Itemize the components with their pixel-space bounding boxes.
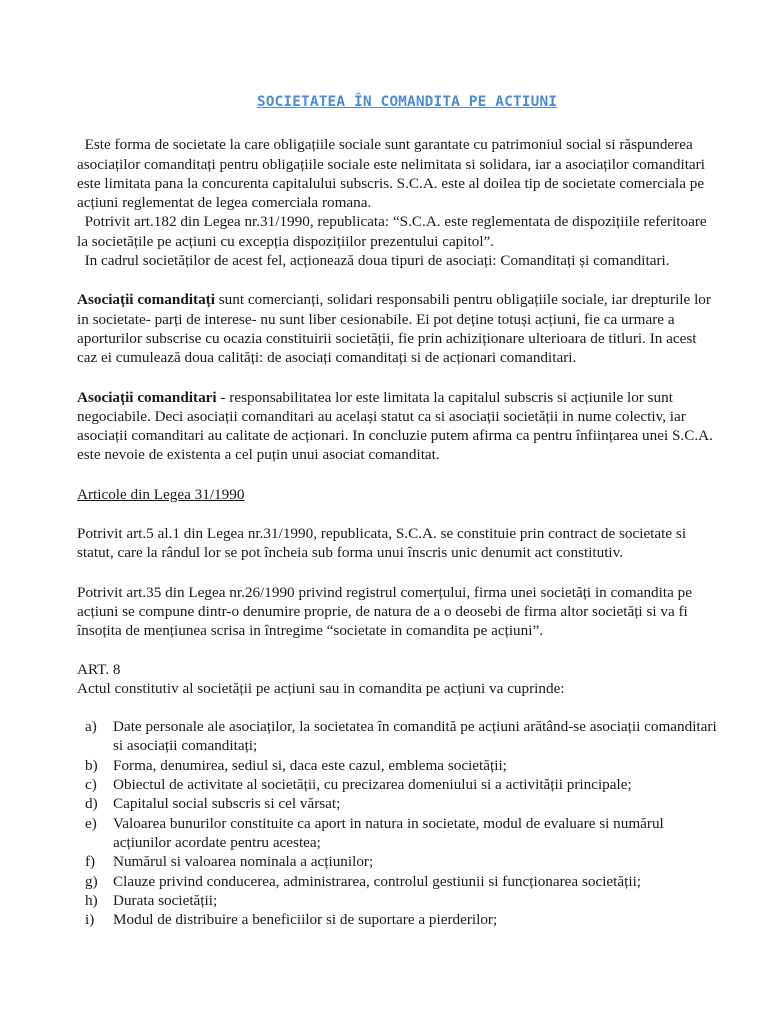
comanditari-text: - responsabilitatea lor este limitata la capitalul subscris si acțiunile lor sunt negociabile. Deci asociații comanditari au același statut ca si asociații societății in nume colectiv, iar asociații comanditari au calitate de acționari. In concluzie putem afirma ca pentru înființarea unei S.C.A. este nevoie de existenta a cel puțin unui asociat comanditat. [77,388,713,464]
list-item-text: Modul de distribuire a beneficiilor si de suportare a pierderilor; [113,911,498,929]
list-item [77,872,717,891]
intro-text-1: Este forma de societate la care obligațiile sociale sunt garantate cu patrimoniul social si răspunderea asociaților comanditați pentru obligațiile sociale este nelimitata si solidara, iar a asociaților comanditari este limitata pana la concurenta capitalului subscris. S.C.A. este al doilea tip de societate comerciala pe acțiuni reglementat de legea comerciala romana. [77,136,705,212]
intro-section [77,135,717,270]
list-marker: d) [85,795,98,813]
intro-paragraph-3 [77,251,717,270]
intro-text-3: In cadrul societăților de acest fel, acționează doua tipuri de asociați: Comanditați și comanditari. [84,252,670,270]
list-item [77,891,717,910]
art8-lead: Actul constitutiv al societății pe acțiuni sau in comandita pe acțiuni va cuprinde: [77,679,565,697]
comanditari-term: Asociații comanditari [77,388,217,406]
list-item [77,775,717,794]
list-item-text: Forma, denumirea, sediul si, daca este cazul, emblema societății; [113,756,507,774]
list-marker: c) [85,776,97,794]
list-marker: f) [85,853,96,871]
art8-list [77,717,717,929]
list-item-text: Durata societății; [113,891,218,909]
list-marker: a) [85,718,97,736]
intro-paragraph-2 [77,212,717,251]
art8-label: ART. 8 [77,660,121,678]
list-item-text: Obiectul de activitate al societății, cu precizarea domeniului si a activității principale; [113,776,632,794]
list-item-text: Valoarea bunurilor constituite ca aport in natura in societate, modul de evaluare si numărul acțiunilor acordate pentru acestea; [113,814,664,851]
art35-paragraph: Potrivit art.35 din Legea nr.26/1990 privind registrul comerțului, firma unei societăți in comandita pe acțiuni se compune dintr-o denumire proprie, de natura de a o deosebi de firma altor societăți si va fi însoțita de mențiunea scrisa in întregime “societate in comandita pe acțiuni”. [77,583,692,640]
comanditati-paragraph [77,290,717,367]
list-marker: g) [85,872,98,890]
list-item-text: Numărul si valoarea nominala a acțiunilor; [113,853,374,871]
list-item [77,910,717,929]
list-item-text: Clauze privind conducerea, administrarea, controlul gestiunii si funcționarea societății; [113,872,642,890]
list-item-text: Date personale ale asociaților, la societatea în comandită pe acțiuni arătând-se asociații comanditari si asociații comanditați; [113,718,717,755]
list-item [77,814,717,853]
list-item [77,717,717,756]
list-item [77,794,717,813]
comanditari-paragraph [77,388,717,465]
document-title: SOCIETATEA ÎN COMANDITA PE ACTIUNI [256,94,558,110]
list-item [77,852,717,871]
list-marker: b) [85,756,98,774]
list-item-text: Capitalul social subscris si cel vărsat; [113,795,341,813]
document-page [77,93,717,929]
art5-paragraph: Potrivit art.5 al.1 din Legea nr.31/1990, republicata, S.C.A. se constituie prin contract de societate si statut, care la rândul lor se pot încheia sub forma unui înscris unic denumit act constitutiv. [77,525,687,562]
articles-heading: Articole din Legea 31/1990 [77,485,245,503]
list-marker: i) [85,911,95,929]
list-marker: e) [85,814,97,832]
comanditati-term: Asociații comanditați [77,291,215,309]
intro-text-2: Potrivit art.182 din Legea nr.31/1990, republicata: “S.C.A. este reglementata de dispozițiile referitoare la societățile pe acțiuni cu excepția dispozițiilor prezentului capitol”. [77,213,707,250]
comanditati-text: sunt comercianți, solidari responsabili pentru obligațiile sociale, iar drepturile lor in societate- parți de interese- nu sunt liber cesionabile. Ei pot deține totuși acțiuni, fie ca urmare a aporturilor subscrise cu ocazia constituirii societății, fie prin achiziționare ulterioara de titluri. In acest caz ei cumulează doua calități: de asociați comanditați si de acționari comanditari. [77,291,711,367]
intro-paragraph-1 [77,135,717,212]
list-item [77,756,717,775]
list-marker: h) [85,891,98,909]
